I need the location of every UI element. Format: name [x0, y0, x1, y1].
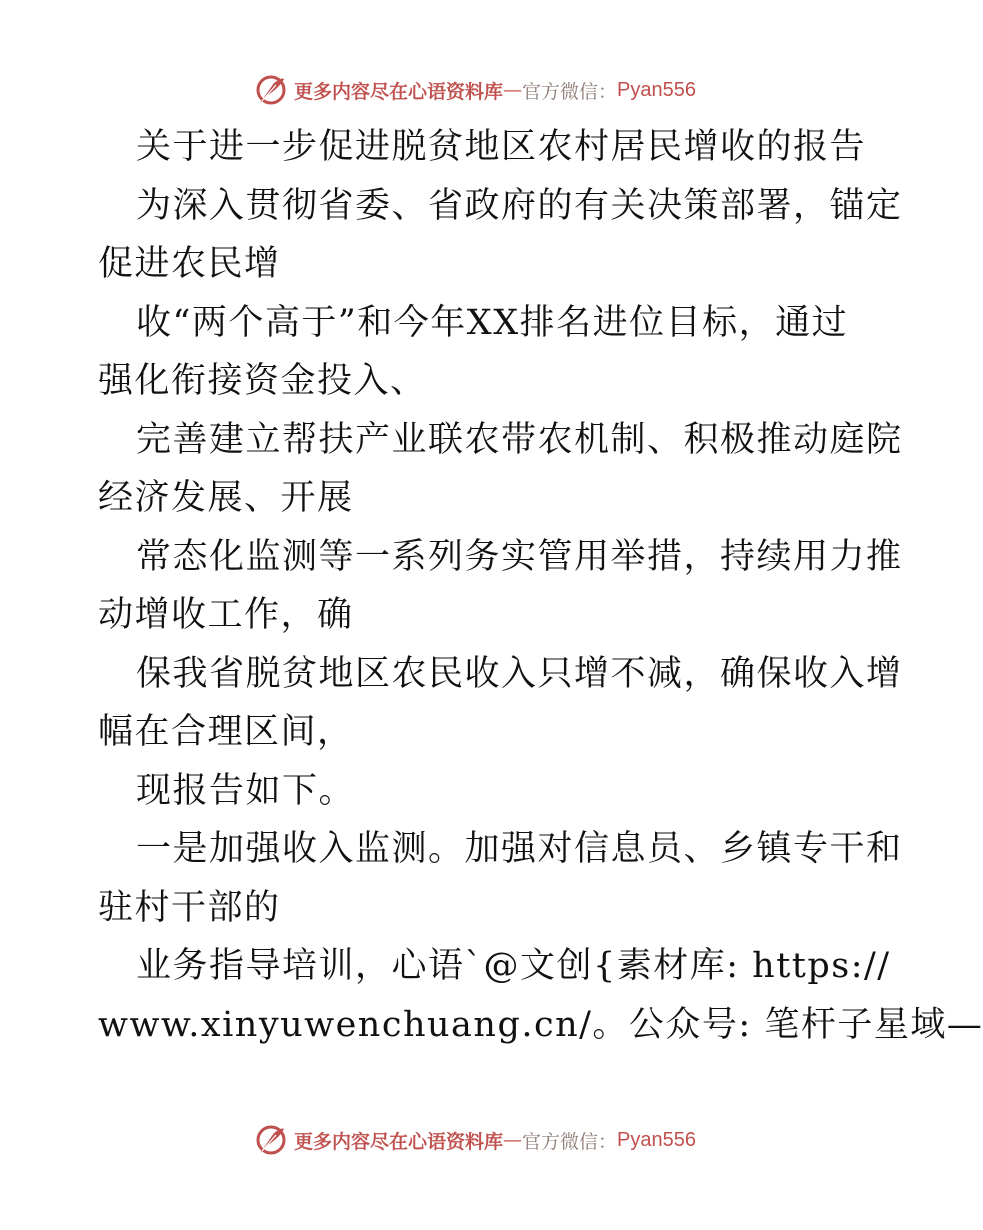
doc-line: 动增收工作，确: [98, 595, 354, 635]
doc-line: 一是加强收入监测。加强对信息员、乡镇专干和: [136, 829, 903, 869]
doc-line: 保我省脱贫地区农民收入只增不减，确保收入增: [136, 653, 903, 694]
doc-title: 关于进一步促进脱贫地区农村居民增收的报告: [136, 127, 867, 167]
banner-suffix-text: 官方微信：: [522, 80, 618, 103]
doc-line: www.xinyuwenchuang.cn/。公众号: 笔杆子星域—: [98, 1004, 983, 1045]
doc-line: 为深入贯彻省委、省政府的有关决策部署，锚定: [136, 185, 903, 226]
doc-line: 幅在合理区间，: [98, 712, 354, 752]
document-body: [98, 118, 983, 1054]
feather-logo-icon: [254, 73, 288, 107]
doc-line: 完善建立帮扶产业联农带农机制、积极推动庭院: [136, 419, 903, 460]
doc-line: 经济发展、开展: [98, 478, 354, 518]
doc-line: 业务指导培训，心语`@文创{素材库: https://: [136, 946, 891, 986]
doc-line: 驻村干部的: [98, 887, 281, 928]
banner-wechat-id: Pyan556: [617, 1128, 696, 1151]
doc-line: 促进农民增: [98, 244, 281, 284]
doc-line: 现报告如下。: [136, 770, 356, 811]
feather-logo-icon: [254, 1123, 288, 1157]
banner-dash: —: [503, 1129, 523, 1151]
doc-line: 收“两个高于”和今年XX排名进位目标，通过: [136, 302, 849, 343]
doc-line: 常态化监测等一系列务实管用举措，持续用力推: [136, 536, 903, 577]
banner-main-text: 更多内容尽在心语资料库: [294, 1130, 504, 1153]
banner-dash: —: [503, 79, 523, 101]
banner-wechat-id: Pyan556: [617, 78, 696, 101]
banner-suffix-text: 官方微信：: [522, 1130, 618, 1153]
doc-line: 强化衔接资金投入、: [98, 361, 427, 401]
header-banner: [0, 70, 950, 110]
footer-banner: [0, 1120, 950, 1160]
banner-main-text: 更多内容尽在心语资料库: [294, 80, 504, 103]
